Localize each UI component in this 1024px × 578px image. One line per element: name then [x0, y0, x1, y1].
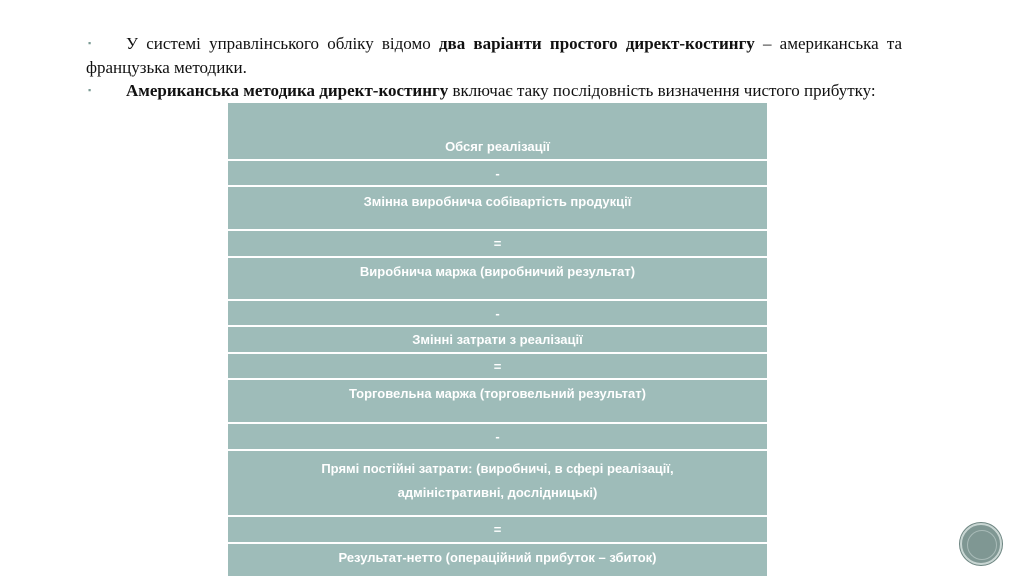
table-row-operator-equals [228, 517, 767, 542]
table-row-variable-sales-cost [228, 327, 767, 352]
paragraph-two-variants [86, 31, 902, 80]
table-row-label-line-1: Прямі постійні затрати: (виробничі, в сфері реалізації, [321, 461, 674, 476]
table-row-label: Обсяг реалізації [445, 139, 550, 154]
table-row-operator-equals [228, 231, 767, 256]
table-row-variable-production-cost [228, 187, 767, 229]
paragraph-american-method [86, 78, 902, 103]
table-row-operator-equals [228, 354, 767, 378]
bullet-icon: ▪ [88, 85, 92, 95]
table-row-label: - [495, 429, 500, 444]
table-row-label: Змінна виробнича собівартість продукції [363, 194, 632, 209]
table-row-trade-margin [228, 380, 767, 422]
paragraph-1-bold: два варіанти простого директ-костингу [438, 34, 755, 53]
bullet-icon: ▪ [88, 38, 92, 48]
circle-badge-icon [960, 523, 1002, 565]
direct-costing-table [228, 103, 767, 578]
table-row-label: = [493, 358, 502, 374]
table-row-label: Змінні затрати з реалізації [412, 332, 583, 347]
circle-badge-inner [967, 530, 997, 560]
table-row-operator-minus [228, 161, 767, 185]
table-row-label: = [493, 522, 502, 537]
paragraph-1-text: У системі управлінського обліку відомо [126, 34, 439, 53]
table-row-sales-volume [228, 103, 767, 159]
table-row-operator-minus [228, 301, 767, 325]
table-row-label: Торговельна маржа (торговельний результат) [349, 386, 646, 401]
table-row-label: - [495, 165, 500, 181]
table-row-label-line-2: адміністративні, дослідницькі) [397, 485, 598, 500]
table-row-net-result [228, 544, 767, 576]
table-row-label: Виробнича маржа (виробничий результат) [359, 264, 636, 279]
table-row-operator-minus [228, 424, 767, 449]
paragraph-2-tail: включає таку послідовність визначення чистого прибутку: [448, 81, 876, 100]
table-row-direct-fixed-costs [228, 451, 767, 515]
paragraph-1-tail: – американська та французька методики. [86, 34, 902, 77]
table-row-label: = [493, 236, 502, 251]
table-row-label: Результат-нетто (операційний прибуток – збиток) [338, 550, 657, 565]
table-row-production-margin [228, 258, 767, 299]
paragraph-2-bold: Американська методика директ-костингу [126, 81, 449, 100]
table-row-label: - [495, 305, 500, 321]
